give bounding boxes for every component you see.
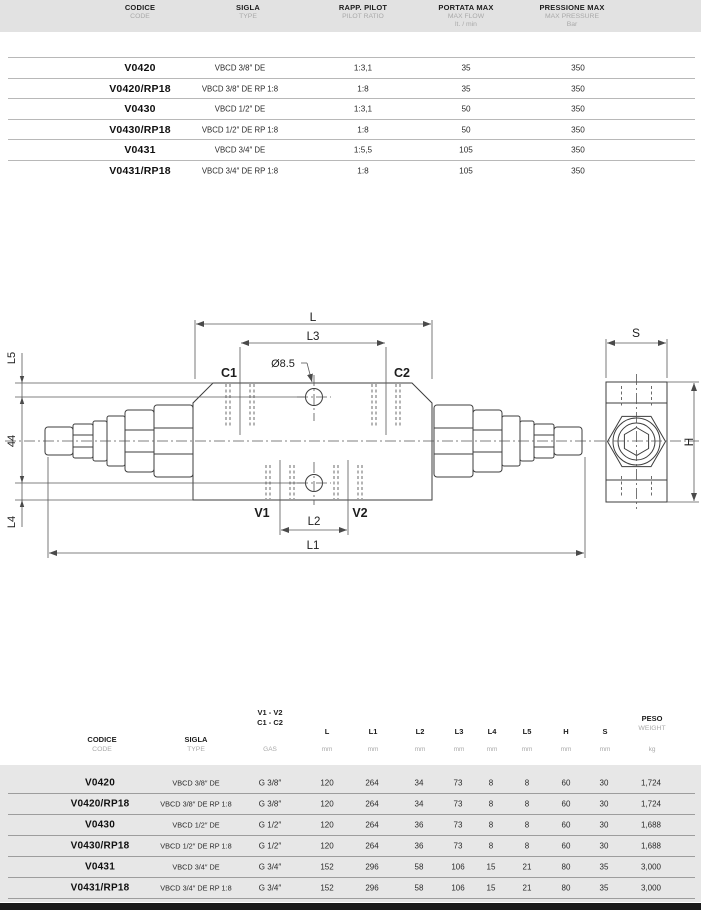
dim-L5-unit: mm: [521, 746, 533, 753]
dim-sigla: VBCD 3/4″ DE: [172, 862, 220, 871]
dim-row: [8, 835, 695, 857]
dim-L3: 73: [453, 820, 463, 829]
dim-L: 120: [320, 778, 334, 787]
spec-pressure: 350: [571, 166, 585, 176]
dim-col-L1: L1: [368, 727, 378, 736]
col-sigla-en: TYPE: [239, 12, 257, 20]
spec-flow: 50: [461, 104, 471, 114]
dim-L3: 73: [453, 778, 463, 787]
dim-sigla-it: SIGLA: [184, 735, 208, 744]
dim-gas: G 1/2″: [258, 841, 282, 850]
dim-codice-it: CODICE: [87, 735, 117, 744]
dim-sigla: VBCD 3/4″ DE RP 1:8: [160, 883, 232, 892]
dim-col-peso: [638, 714, 665, 734]
dim-L1: 264: [365, 799, 379, 808]
dim-L2-unit: mm: [414, 746, 426, 753]
dim-L1: 296: [365, 862, 379, 871]
dim-gas: G 3/8″: [258, 799, 282, 808]
dim-S: 30: [599, 820, 609, 829]
dim-L4-unit: mm: [486, 746, 498, 753]
dim-L5: 21: [522, 883, 532, 892]
dim-label-H: H: [682, 437, 696, 447]
dim-peso: 1,724: [640, 799, 662, 808]
dim-gas-l1: V1 - V2: [257, 708, 283, 717]
dim-code: V0430: [85, 819, 115, 830]
dim-L: 120: [320, 799, 334, 808]
col-sigla-it: SIGLA: [236, 3, 260, 12]
dim-L5: 8: [524, 841, 530, 850]
spec-sigla: VBCD 3/4″ DE RP 1:8: [201, 166, 279, 176]
spec-row: [8, 119, 695, 140]
dim-S: 30: [599, 778, 609, 787]
spec-ratio: 1:8: [357, 166, 369, 176]
col-flow-it: PORTATA MAX: [438, 3, 494, 12]
spec-code: V0431/RP18: [109, 165, 171, 177]
dim-col-codice: [87, 735, 116, 755]
port-label-V1: V1: [254, 506, 270, 520]
dim-label-L2: L2: [307, 516, 321, 528]
spec-code: V0430/RP18: [109, 124, 171, 136]
dim-row: [8, 793, 695, 815]
dim-sigla: VBCD 3/8″ DE: [172, 778, 220, 787]
dim-col-L5: L5: [522, 727, 532, 736]
dim-peso: 3,000: [640, 883, 662, 892]
dim-gas: G 1/2″: [258, 820, 282, 829]
dim-col-sigla: [185, 735, 208, 755]
valve-body-and-cartridges: [45, 382, 667, 502]
dim-S-unit: mm: [599, 746, 611, 753]
dim-peso: 1,688: [640, 820, 662, 829]
dim-label-L: L: [309, 310, 317, 324]
dim-peso-it: PESO: [641, 714, 663, 723]
dim-label-L1: L1: [306, 540, 320, 552]
dim-L1: 264: [365, 778, 379, 787]
dim-L: 120: [320, 841, 334, 850]
dim-H: 60: [561, 820, 571, 829]
dim-L4: 8: [488, 841, 494, 850]
col-codice-it: CODICE: [124, 3, 156, 12]
spec-flow: 105: [459, 145, 473, 155]
dim-L1: 264: [365, 820, 379, 829]
spec-code: V0420: [124, 62, 156, 74]
page-footer-bar: [0, 903, 701, 910]
dim-L5: 8: [524, 778, 530, 787]
dim-L4: 8: [488, 799, 494, 808]
col-ratio-it: RAPP. PILOT: [338, 3, 388, 12]
dim-peso-unit: kg: [648, 746, 656, 753]
dim-L1: 296: [365, 883, 379, 892]
col-flow-unit: lt. / min: [455, 21, 477, 28]
dim-gas: G 3/4″: [258, 883, 282, 892]
dim-row: [8, 856, 695, 878]
dim-code: V0420: [85, 777, 115, 788]
dim-code: V0431: [85, 861, 115, 872]
spec-ratio: 1:3,1: [353, 104, 373, 114]
spec-pressure: 350: [571, 145, 585, 155]
dim-gas: G 3/4″: [258, 862, 282, 871]
dim-L5: 8: [524, 799, 530, 808]
dim-row: [8, 877, 695, 899]
dim-L4: 15: [486, 862, 496, 871]
dim-L: 120: [320, 820, 334, 829]
spec-pressure: 350: [571, 63, 585, 73]
col-pressure-it: PRESSIONE MAX: [539, 3, 605, 12]
spec-pressure: 350: [571, 104, 585, 114]
col-codice-en: CODE: [130, 12, 150, 20]
spec-pressure: 350: [571, 125, 585, 135]
dim-col-H: H: [563, 727, 569, 736]
valve-technical-drawing: [0, 295, 701, 595]
spec-code: V0430: [124, 103, 156, 115]
dim-label-L4: L4: [6, 515, 18, 529]
dim-sigla: VBCD 3/8″ DE RP 1:8: [160, 799, 232, 808]
dim-codice-en: CODE: [92, 746, 112, 753]
spec-flow: 50: [461, 125, 471, 135]
spec-col-codice: [125, 4, 155, 21]
dim-L2: 58: [414, 883, 424, 892]
dim-label-L5: L5: [6, 351, 18, 365]
spec-col-flow: [438, 4, 493, 30]
spec-col-sigla: [236, 4, 260, 21]
spec-code: V0431: [124, 144, 156, 156]
dim-col-L2: L2: [415, 727, 425, 736]
dim-H: 80: [561, 862, 571, 871]
dim-L1-unit: mm: [367, 746, 379, 753]
dim-S: 35: [599, 862, 609, 871]
dim-label-diameter: Ø8.5: [271, 358, 295, 370]
spec-row: [8, 98, 695, 119]
spec-row: [8, 57, 695, 78]
spec-ratio: 1:5,5: [353, 145, 373, 155]
dim-peso-en: WEIGHT: [638, 725, 666, 732]
dim-S: 30: [599, 799, 609, 808]
dim-col-L: L: [324, 727, 330, 736]
spec-ratio: 1:8: [357, 84, 369, 94]
spec-row: [8, 78, 695, 99]
dim-L2: 36: [414, 820, 424, 829]
dim-L2: 36: [414, 841, 424, 850]
dim-row: [8, 814, 695, 836]
dim-table-band: [0, 765, 701, 902]
spec-col-ratio: [339, 4, 387, 21]
dim-H: 60: [561, 799, 571, 808]
dim-L5: 21: [522, 862, 532, 871]
dim-gas-unit: GAS: [263, 746, 277, 753]
col-flow-en: MAX FLOW: [447, 12, 485, 20]
dim-S: 35: [599, 883, 609, 892]
dim-code: V0420/RP18: [70, 798, 130, 809]
dim-peso: 1,724: [640, 778, 662, 787]
dim-sigla: VBCD 1/2″ DE: [172, 820, 220, 829]
dim-L2: 34: [414, 778, 424, 787]
col-pressure-unit: Bar: [566, 21, 578, 28]
dim-S: 30: [599, 841, 609, 850]
spec-pressure: 350: [571, 84, 585, 94]
dim-L: 152: [320, 883, 334, 892]
spec-sigla: VBCD 3/4″ DE: [214, 145, 266, 155]
spec-flow: 35: [461, 63, 471, 73]
dim-col-gas: [257, 708, 283, 728]
spec-sigla: VBCD 1/2″ DE RP 1:8: [201, 125, 279, 135]
spec-sigla: VBCD 3/8″ DE RP 1:8: [201, 84, 279, 94]
dim-label-L3: L3: [306, 331, 320, 343]
dim-label-44: 44: [6, 434, 18, 448]
dim-L4: 8: [488, 778, 494, 787]
col-pressure-en: MAX PRESSURE: [544, 12, 599, 20]
dim-L-unit: mm: [321, 746, 333, 753]
spec-row: [8, 160, 695, 181]
dim-peso: 1,688: [640, 841, 662, 850]
dim-L: 152: [320, 862, 334, 871]
dim-L1: 264: [365, 841, 379, 850]
dim-row: [8, 772, 695, 794]
spec-flow: 35: [461, 84, 471, 94]
spec-ratio: 1:3,1: [353, 63, 373, 73]
dim-sigla-en: TYPE: [187, 746, 205, 753]
spec-col-pressure: [539, 4, 604, 30]
spec-sigla: VBCD 3/8″ DE: [214, 63, 266, 73]
dim-gas: G 3/8″: [258, 778, 282, 787]
dim-sigla: VBCD 1/2″ DE RP 1:8: [160, 841, 232, 850]
dim-H: 60: [561, 841, 571, 850]
spec-ratio: 1:8: [357, 125, 369, 135]
col-ratio-en: PILOT RATIO: [342, 12, 384, 20]
dim-L3-unit: mm: [453, 746, 465, 753]
spec-code: V0420/RP18: [109, 83, 171, 95]
dim-L2: 34: [414, 799, 424, 808]
dim-col-L4: L4: [487, 727, 497, 736]
dim-L3: 106: [451, 883, 465, 892]
port-label-V2: V2: [352, 506, 368, 520]
dim-col-S: S: [602, 727, 608, 736]
dim-L3: 73: [453, 799, 463, 808]
dim-peso: 3,000: [640, 862, 662, 871]
dim-label-S: S: [631, 326, 641, 340]
dim-L3: 106: [451, 862, 465, 871]
dim-L5: 8: [524, 820, 530, 829]
port-label-C2: C2: [394, 366, 410, 380]
spec-flow: 105: [459, 166, 473, 176]
dim-code: V0431/RP18: [70, 882, 130, 893]
port-label-C1: C1: [221, 366, 237, 380]
dim-L3: 73: [453, 841, 463, 850]
dim-H-unit: mm: [560, 746, 572, 753]
spec-sigla: VBCD 1/2″ DE: [214, 104, 266, 114]
dim-H: 80: [561, 883, 571, 892]
dim-col-L3: L3: [454, 727, 464, 736]
dim-code: V0430/RP18: [70, 840, 130, 851]
spec-row: [8, 139, 695, 160]
dim-H: 60: [561, 778, 571, 787]
spec-table-header-band: [0, 0, 701, 32]
dim-L4: 8: [488, 820, 494, 829]
dim-L4: 15: [486, 883, 496, 892]
dim-gas-l2: C1 - C2: [257, 718, 283, 727]
dim-L2: 58: [414, 862, 424, 871]
